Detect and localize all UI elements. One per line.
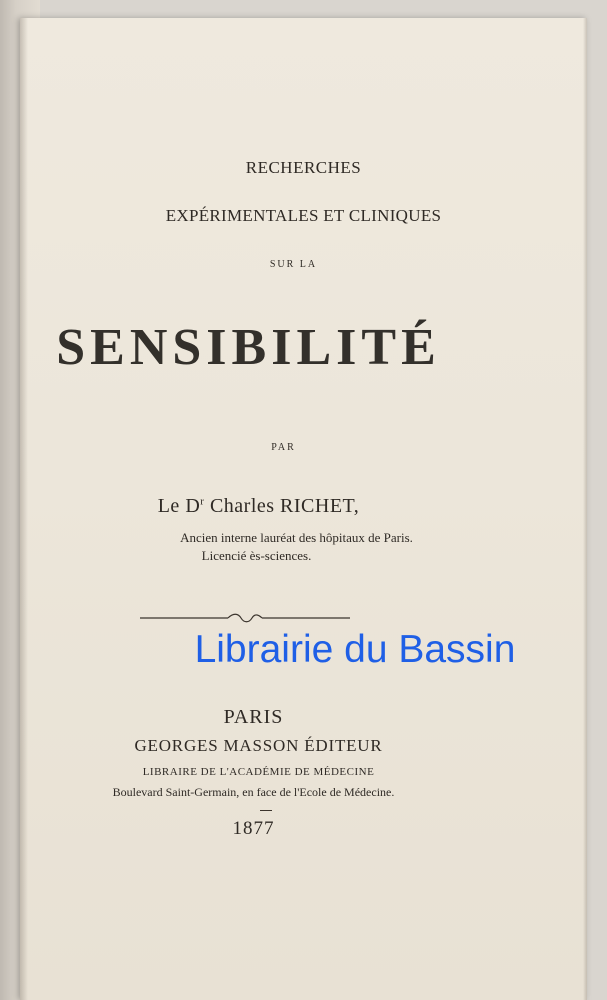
- publisher-name: GEORGES MASSON ÉDITEUR: [134, 736, 383, 755]
- publisher-address: Boulevard Saint-Germain, en face de l'Ecole de Médecine.: [112, 785, 395, 799]
- publication-year: 1877: [232, 818, 275, 839]
- year-separator: [260, 810, 272, 811]
- ornamental-divider: [140, 612, 350, 624]
- author-line: [0, 495, 542, 518]
- author-credential-2: Licencié ès-sciences.: [201, 548, 312, 563]
- author-prefix-superscript: r: [200, 495, 205, 508]
- author-credential-1: Ancien interne lauréat des hôpitaux de Paris.: [180, 530, 413, 545]
- author-prefix: Le D: [157, 495, 201, 517]
- publication-city: PARIS: [223, 706, 284, 728]
- publisher-role: LIBRAIRE DE L'ACADÉMIE DE MÉDECINE: [142, 766, 375, 778]
- title-page: [20, 18, 587, 1000]
- subtitle-line-2: EXPÉRIMENTALES ET CLINIQUES: [165, 206, 442, 225]
- main-title: SENSIBILITÉ: [56, 319, 441, 376]
- author-name: Charles RICHET,: [204, 495, 360, 517]
- by-label: PAR: [271, 442, 296, 453]
- watermark-text: Librairie du Bassin: [194, 628, 516, 671]
- subtitle-line-1: RECHERCHES: [245, 158, 362, 177]
- subtitle-line-3: SUR LA: [269, 259, 318, 270]
